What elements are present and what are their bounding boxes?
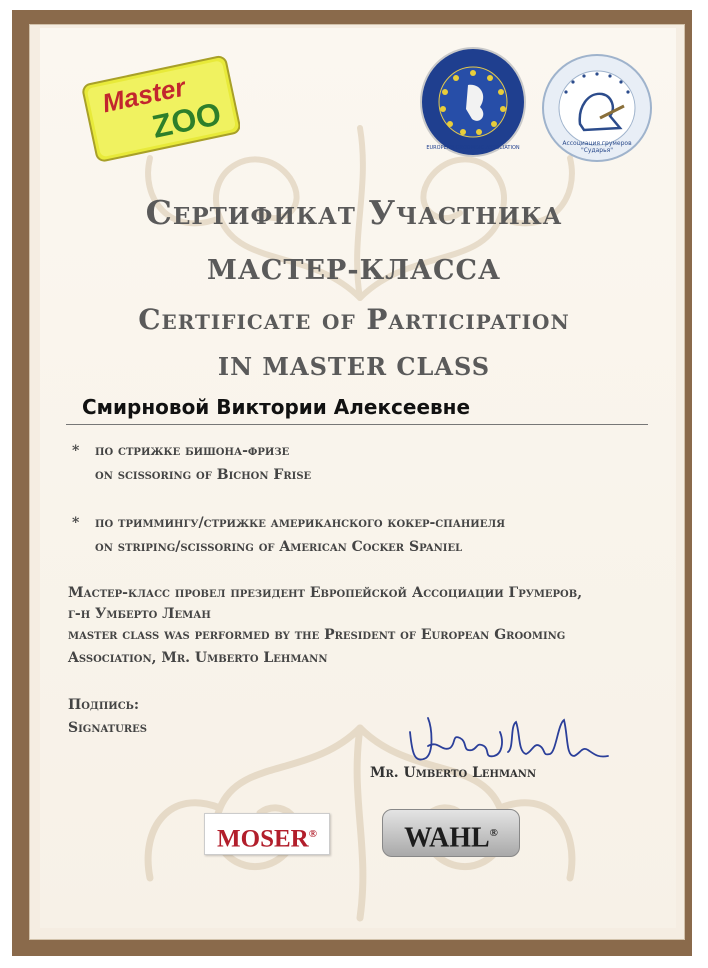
item-2-bullet: * (72, 515, 80, 531)
masterzoo-word1: Master (99, 71, 188, 119)
ega-seal (418, 45, 528, 159)
masterzoo-word2: ZOO (148, 95, 225, 145)
ega-seal-text: EUROPEAN GROOMING ASSOCIATION (426, 145, 520, 151)
wahl-logo-text: WAHL (404, 822, 490, 854)
recipient-name: Смирновой Виктории Алексеевне (82, 395, 471, 419)
sudarya-seal (540, 52, 654, 164)
title-line-3: Certificate of Participation (138, 303, 570, 336)
performed-ru-line1: Мастер-класс провел президент Европейской Ассоциации Грумеров, (68, 585, 583, 601)
item-1-ru: по стрижке бишона-фризе (95, 443, 290, 459)
sudarya-seal-text: Ассоциация грумеров "Сударья" (562, 140, 632, 154)
signature-label-en: Signatures (68, 720, 147, 736)
signature-label-ru: Подпись: (68, 697, 140, 713)
recipient-underline (66, 424, 648, 425)
masterzoo-logo (80, 52, 240, 166)
item-2-en: on striping/scissoring of American Cocker Spaniel (95, 539, 463, 555)
title-line-2: МАСТЕР-КЛАССА (207, 255, 501, 286)
moser-logo-text: MOSER (217, 825, 309, 853)
moser-logo: MOSER® (204, 813, 330, 855)
title-line-1: Сертификат Участника (145, 193, 563, 232)
title-line-4: IN MASTER CLASS (217, 352, 491, 381)
wahl-logo: WAHL® (382, 809, 520, 857)
item-2-ru: по триммингу/стрижке американского кокер-спаниеля (95, 515, 506, 531)
signatory-name: Mr. Umberto Lehmann (370, 765, 537, 781)
item-1-bullet: * (72, 443, 80, 459)
performed-ru-line2: г-н Умберто Леман (68, 606, 211, 622)
performed-en-line2: Association, Mr. Umberto Lehmann (68, 650, 328, 666)
item-1-en: on scissoring of Bichon Frise (95, 467, 312, 483)
performed-en-line1: master class was performed by the President of European Grooming (68, 627, 566, 643)
